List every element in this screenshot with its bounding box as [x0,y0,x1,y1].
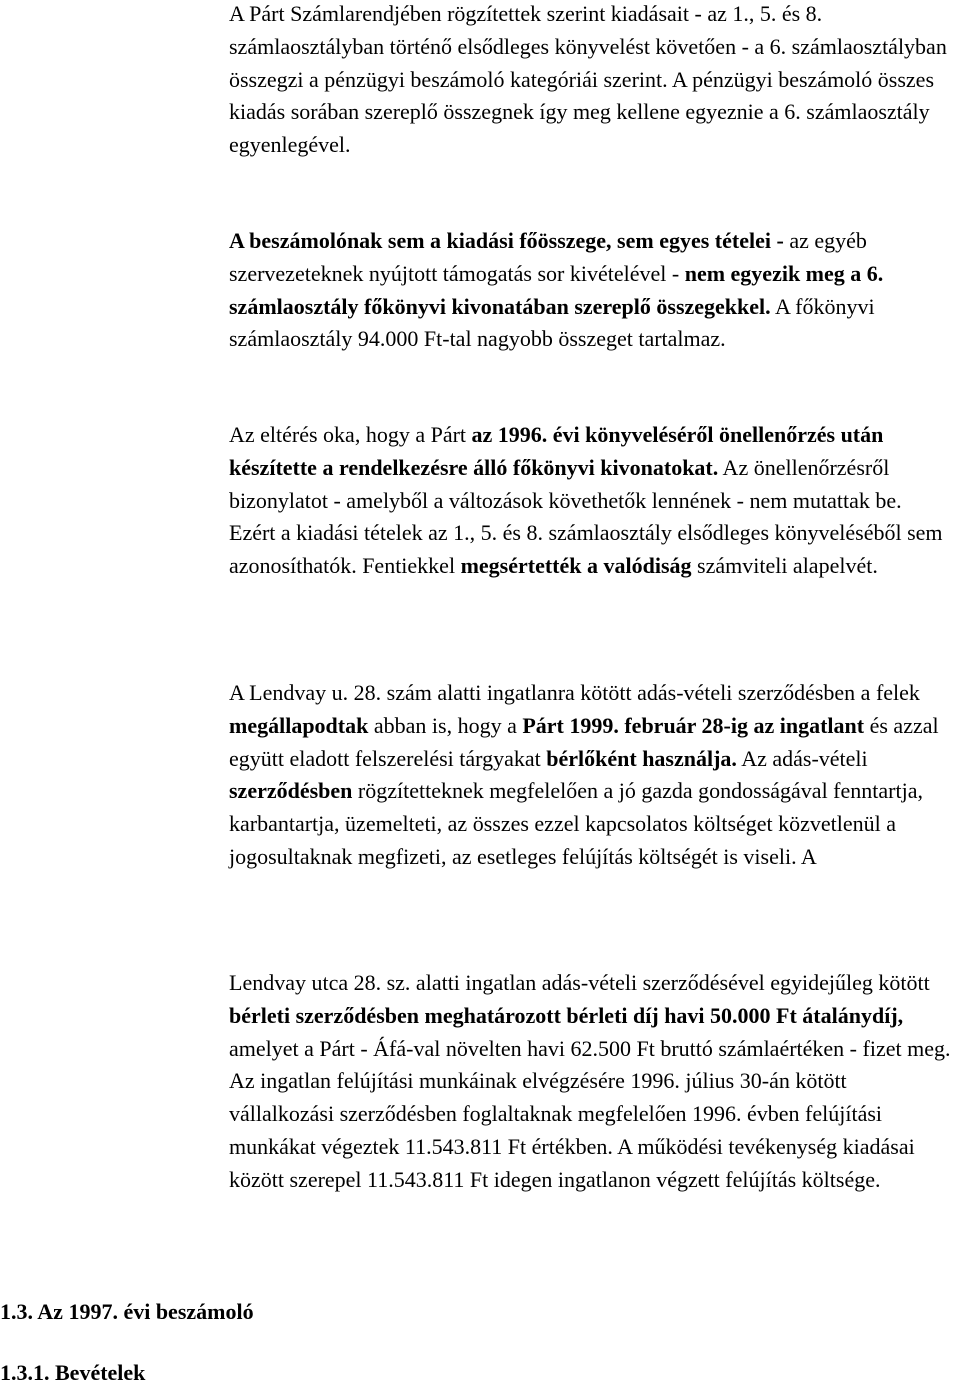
bold-text-run: szerződésben [229,778,353,804]
text-run: abban is, hogy a [368,712,523,738]
text-run: és azzal együtt eladott felszerelési tárgyakat [229,712,939,771]
bold-text-run: az 1996. évi könyveléséről önellenőrzés után készítette a rendelkezésre álló főkönyvi kivonatokat. [229,422,884,480]
paragraph-text [229,0,951,162]
bold-text-run: bérlőként használja. [546,745,737,771]
text-run: Az önellenőrzésről bizonylatot - amelyből a változások követhetők lennének - nem mutattak be. Ezért a kiadási tételek az 1., 5. és 8. számlaosztály elsődleges könyveléséből sem azonosíthatók. Fentiekkel [229,454,943,579]
bold-text-run: Párt 1999. február 28-ig az ingatlant [522,712,865,738]
paragraph-lendvay-sale-contract [229,677,951,874]
paragraph-text [229,967,951,1197]
section-heading-1997-report: 1.3. Az 1997. évi beszámoló [0,1299,254,1324]
text-run: A Párt Számlarendjében rögzítettek szerint kiadásait - az 1., 5. és 8. számlaosztályban történő elsődleges könyvelést követően - a 6. számlaosztályban összegzi a pénzügyi beszámoló kategóriái szerint. A pénzügyi beszámoló összes kiadás sorában szereplő összegnek így meg kellene egyeznie a 6. számlaosztály egyenlegével. [229,1,947,158]
paragraph-text [229,419,951,583]
bold-text-run: nem egyezik meg a 6. számlaosztály főkönyvi kivonatában szereplő összegekkel. [229,260,884,319]
text-run: számviteli alapelvét. [691,553,878,579]
section-heading-revenues: 1.3.1. Bevételek [0,1360,146,1385]
paragraph-discrepancy-reason [229,419,951,583]
bold-text-run: bérleti szerződésben meghatározott bérleti díj havi 50.000 Ft átalánydíj, [229,1002,904,1028]
text-run: amelyet a Párt - Áfá-val növelten havi 62.500 Ft bruttó számlaértéken - fizet meg. Az ingatlan felújítási munkáinak elvégzésére 1996. július 30-án kötött vállalkozási szerződésben foglaltaknak megfelelően 1996. évben felújítási munkákat végeztek 11.543.811 Ft értékben. A működési tevékenység kiadásai között szerepel 11.543.811 Ft idegen ingatlanon végzett felújítás költsége. [229,1035,951,1192]
text-run: Az eltérés oka, hogy a Párt [229,422,472,447]
text-run: A főkönyvi számlaosztály 94.000 Ft-tal nagyobb összeget tartalmaz. [229,293,875,352]
paragraph-accounting-classes [229,0,951,162]
text-run: rögzítetteknek megfelelően a jó gazda gondosságával fenntartja, karbantartja, üzemelteti, az összes ezzel kapcsolatos költséget közvetlenül a jogosultaknak megfizeti, az esetleges felújítás költségét is viseli. A [229,778,923,869]
paragraph-lendvay-lease-contract [229,967,951,1197]
text-run: Az adás-vételi [736,745,868,771]
text-run: az egyéb szervezeteknek nyújtott támogatás sor kivételével - [229,228,867,286]
paragraph-report-mismatch [229,225,951,356]
paragraph-text [229,677,951,874]
text-run: A Lendvay u. 28. szám alatti ingatlanra kötött adás-vételi szerződésben a felek [229,680,920,705]
paragraph-text [229,225,951,356]
bold-text-run: megállapodtak [229,712,369,738]
bold-text-run: A beszámolónak sem a kiadási főösszege, sem egyes tételei - [229,228,784,253]
text-run: Lendvay utca 28. sz. alatti ingatlan adás-vételi szerződésével egyidejűleg kötött [229,970,930,995]
bold-text-run: megsértették a valódiság [460,553,692,579]
